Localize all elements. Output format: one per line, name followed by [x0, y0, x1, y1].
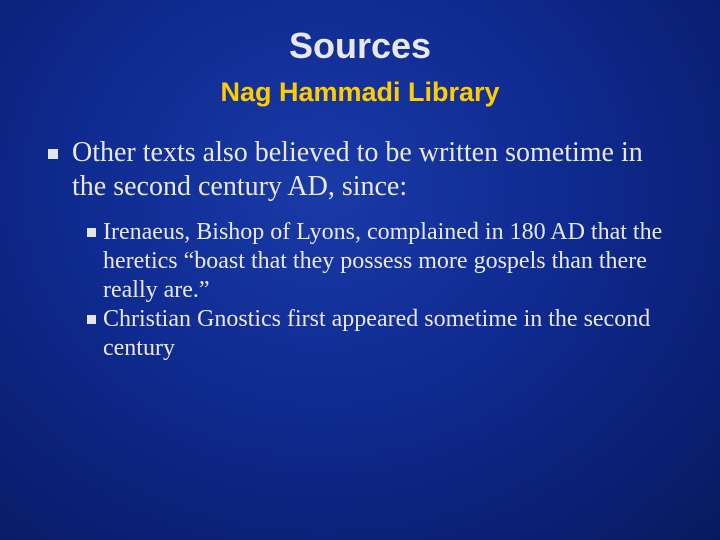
slide-title: Sources	[288, 25, 432, 66]
sub-bullet-list	[82, 218, 682, 363]
sub-bullet-text: Irenaeus, Bishop of Lyons, complained in 180 AD that the heretics “boast that they possess more gospels than there really are.”	[103, 219, 663, 303]
sub-bullet-item	[82, 218, 682, 305]
slide-subtitle: Nag Hammadi Library	[220, 77, 500, 107]
square-bullet-icon	[87, 228, 96, 237]
square-bullet-icon	[87, 315, 96, 324]
bullet-text: Other texts also believed to be written sometime in the second century AD, since:	[72, 137, 643, 202]
sub-bullet-item	[82, 305, 682, 363]
square-bullet-icon	[48, 149, 58, 159]
sub-bullet-text: Christian Gnostics first appeared sometime in the second century	[103, 306, 651, 361]
bullet-item	[42, 136, 682, 204]
